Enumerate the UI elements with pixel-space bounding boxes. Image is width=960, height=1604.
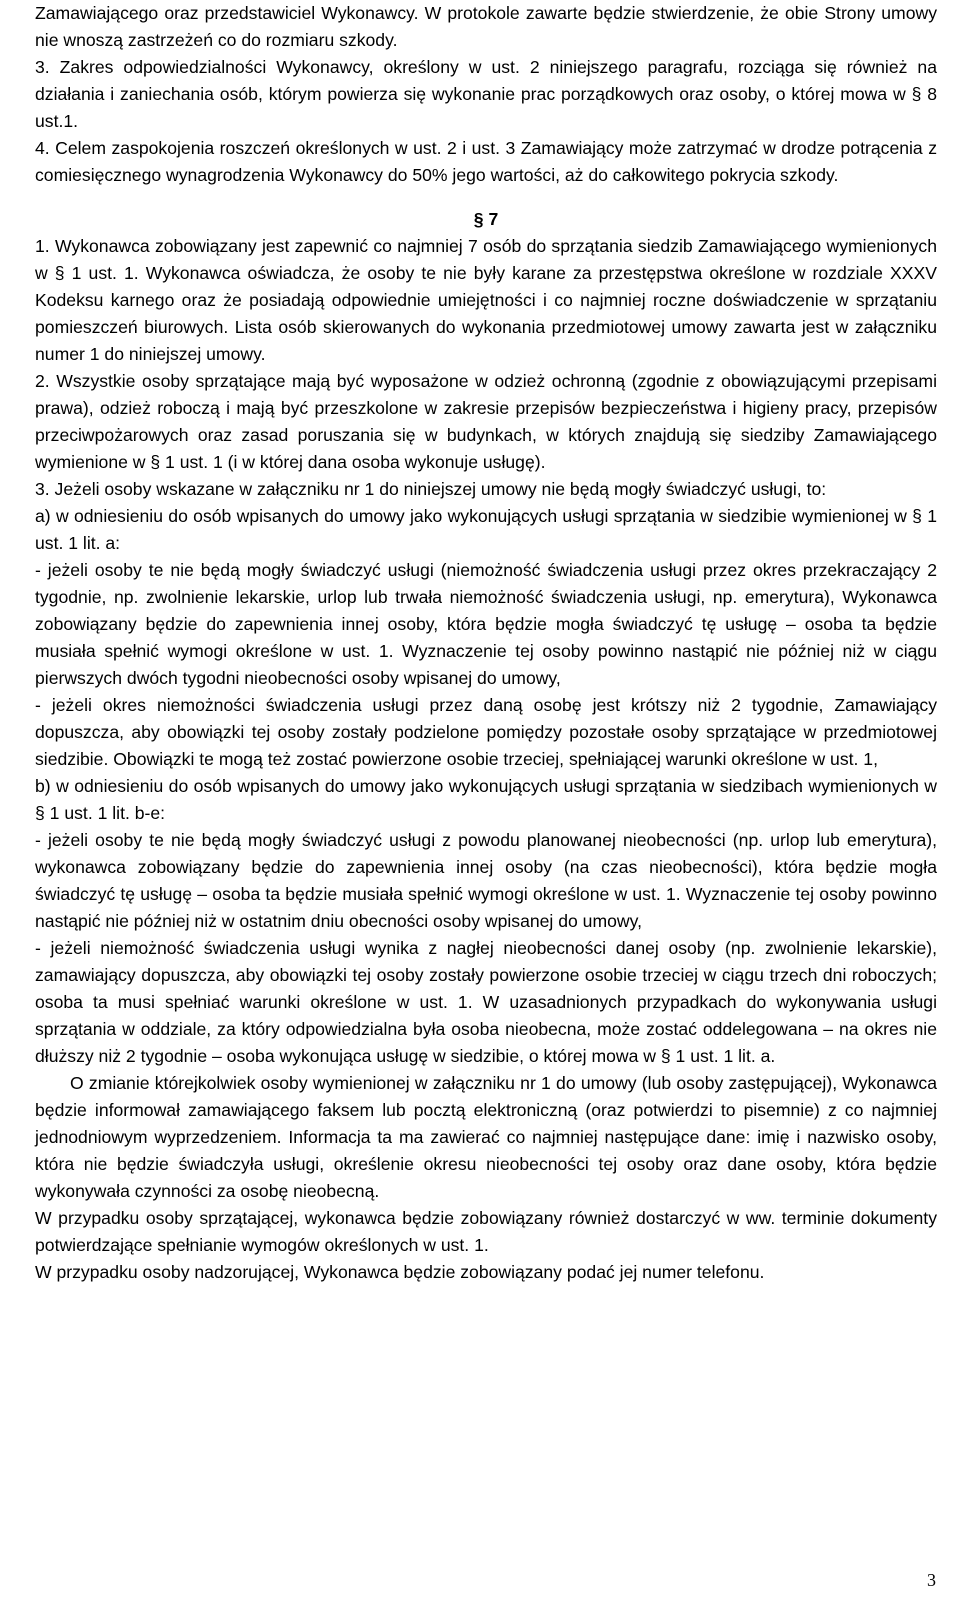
section-heading: § 7 — [473, 209, 499, 229]
paragraph-6-3: 3. Zakres odpowiedzialności Wykonawcy, określony w ust. 2 niniejszego paragrafu, rozciąga się również na działania i zaniechania osób, którym powierza się wykonanie prac porządkowych oraz osoby, o której mowa w § 8 ust.1. — [35, 57, 937, 131]
item-b: b) w odniesieniu do osób wpisanych do umowy jako wykonujących usługi sprzątania w siedzibach wymienionych w § 1 ust. 1 lit. b-e: — [35, 776, 937, 823]
item-b-bullet-1: - jeżeli osoby te nie będą mogły świadczyć usługi z powodu planowanej nieobecności (np. urlop lub emerytura), wykonawca zobowiązany będzie do zapewnienia innej osoby (na czas nieobecności), która będzie mogła świadczyć tę usługę – osoba ta będzie musiała spełnić wymogi określone w ust. 1. Wyznaczenie tej osoby powinno nastąpić nie później niż w ostatnim dniu obecności osoby wpisanej do umowy, — [35, 830, 937, 931]
paragraph-cleaning-person: W przypadku osoby sprzątającej, wykonawca będzie zobowiązany również dostarczyć w ww. terminie dokumenty potwierdzające spełnianie wymogów określonych w ust. 1. — [35, 1208, 937, 1255]
paragraph-supervisor: W przypadku osoby nadzorującej, Wykonawca będzie zobowiązany podać jej numer telefonu. — [35, 1262, 765, 1282]
item-a: a) w odniesieniu do osób wpisanych do umowy jako wykonujących usługi sprzątania w siedzibie wymienionej w § 1 ust. 1 lit. a: — [35, 506, 937, 553]
paragraph-continuation: Zamawiającego oraz przedstawiciel Wykonawcy. W protokole zawarte będzie stwierdzenie, że obie Strony umowy nie wnoszą zastrzeżeń co do rozmiaru szkody. — [35, 3, 937, 50]
spacer — [35, 189, 937, 205]
paragraph-7-3: 3. Jeżeli osoby wskazane w załączniku nr 1 do niniejszej umowy nie będą mogły świadczyć usługi, to: — [35, 479, 827, 499]
paragraph-change-notice: O zmianie którejkolwiek osoby wymienionej w załączniku nr 1 do umowy (lub osoby zastępującej), Wykonawca będzie informował zamawiającego faksem lub pocztą elektroniczną (oraz potwierdzi to pisemnie) z co najmniej jednodniowym wyprzedzeniem. Informacja ta ma zawierać co najmniej następujące dane: imię i nazwisko osoby, która nie będzie świadczyła usługi, określenie okresu nieobecności tej osoby oraz dane osoby, która będzie wykonywała czynności za osobę nieobecną. — [35, 1073, 937, 1201]
item-a-bullet-2: - jeżeli okres niemożności świadczenia usługi przez daną osobę jest krótszy niż 2 tygodnie, Zamawiający dopuszcza, aby obowiązki tej osoby zostały podzielone pomiędzy pozostałe osoby sprzątające w przedmiotowej siedzibie. Obowiązki te mogą też zostać powierzone osobie trzeciej, spełniającej warunki określone w ust. 1, — [35, 695, 937, 769]
document-page — [35, 0, 937, 1286]
paragraph-7-2: 2. Wszystkie osoby sprzątające mają być wyposażone w odzież ochronną (zgodnie z obowiązującymi przepisami prawa), odzież roboczą i mają być przeszkolone w zakresie przepisów bezpieczeństwa i higieny pracy, przepisów przeciwpożarowych oraz zasad poruszania się w budynkach, w których znajdują się siedziby Zamawiającego wymienione w § 1 ust. 1 (i w której dana osoba wykonuje usługę). — [35, 371, 937, 472]
paragraph-6-4: 4. Celem zaspokojenia roszczeń określonych w ust. 2 i ust. 3 Zamawiający może zatrzymać w drodze potrącenia z comiesięcznego wynagrodzenia Wykonawcy do 50% jego wartości, aż do całkowitego pokrycia szkody. — [35, 138, 937, 185]
item-a-bullet-1: - jeżeli osoby te nie będą mogły świadczyć usługi (niemożność świadczenia usługi przez okres przekraczający 2 tygodnie, np. zwolnienie lekarskie, urlop lub trwała niemożność świadczenia usługi, np. emerytura), Wykonawca zobowiązany będzie do zapewnienia innej osoby, która będzie mogła świadczyć tę usługę – osoba ta będzie musiała spełnić wymogi określone w ust. 1. Wyznaczenie tej osoby powinno nastąpić nie później niż w ciągu pierwszych dwóch tygodni nieobecności osoby wpisanej do umowy, — [35, 560, 937, 688]
paragraph-7-1: 1. Wykonawca zobowiązany jest zapewnić co najmniej 7 osób do sprzątania siedzib Zamawiającego wymienionych w § 1 ust. 1. Wykonawca oświadcza, że osoby te nie były karane za przestępstwa określone w rozdziale XXXV Kodeksu karnego oraz że posiadają odpowiednie umiejętności i co najmniej roczne doświadczenie w sprzątaniu pomieszczeń biurowych. Lista osób skierowanych do wykonania przedmiotowej umowy zawarta jest w załączniku numer 1 do niniejszej umowy. — [35, 236, 937, 364]
item-b-bullet-2: - jeżeli niemożność świadczenia usługi wynika z nagłej nieobecności danej osoby (np. zwolnienie lekarskie), zamawiający dopuszcza, aby obowiązki tej osoby zostały powierzone osobie trzeciej w ciągu trzech dni roboczych; osoba ta musi spełniać warunki określone w ust. 1. W uzasadnionych przypadkach do wykonywania usługi sprzątania w oddziale, za który odpowiedzialna była osoba nieobecna, może zostać oddelegowana – na okres nie dłuższy niż 2 tygodnie – osoba wykonująca usługę w siedzibie, o której mowa w § 1 ust. 1 lit. a. — [35, 938, 937, 1066]
page-number: 3 — [927, 1570, 936, 1590]
